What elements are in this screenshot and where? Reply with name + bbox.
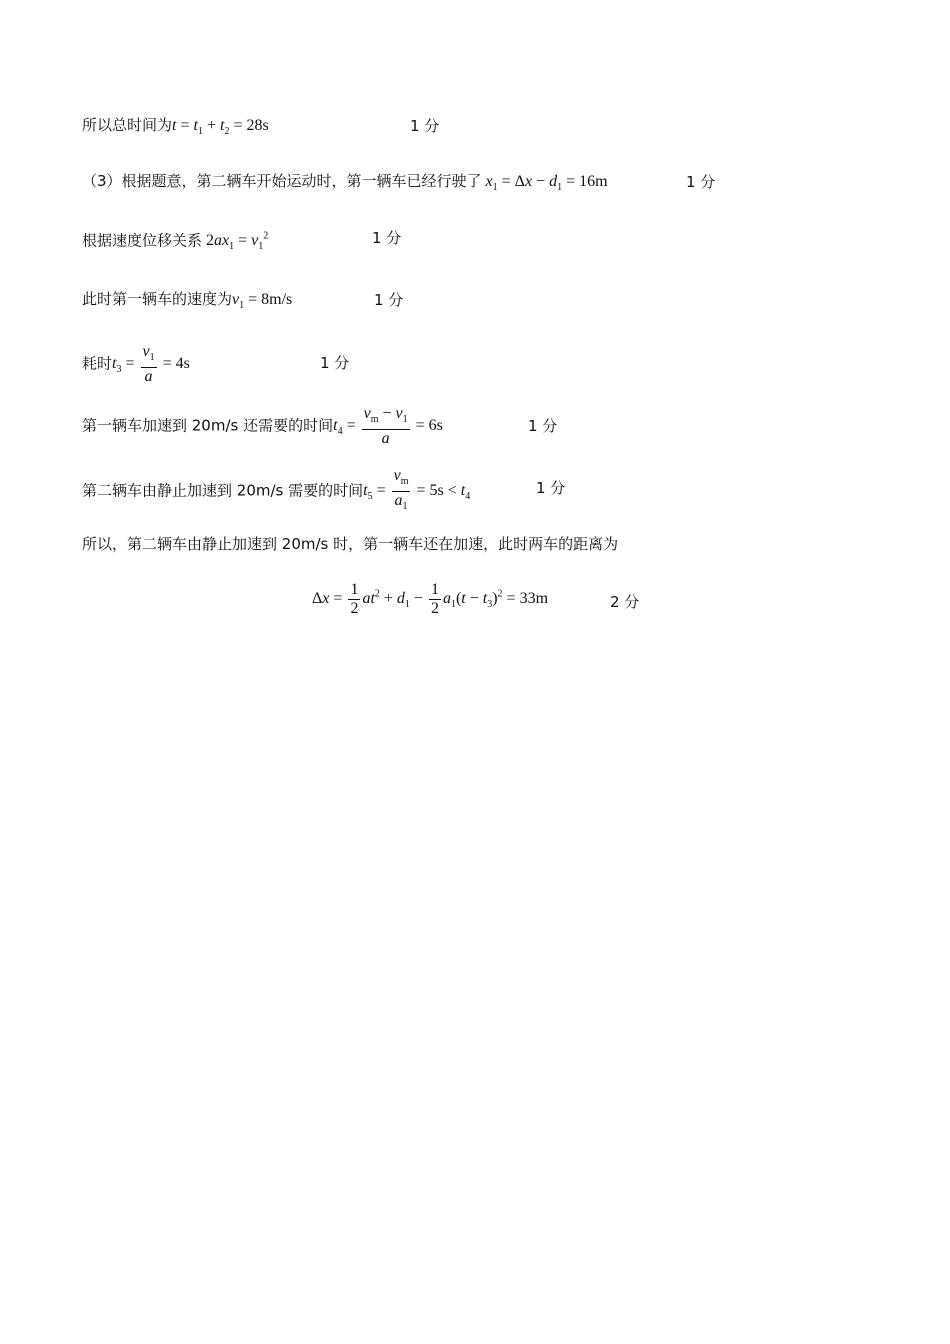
score-5: 1 分 [320, 354, 350, 372]
part3-line [82, 171, 608, 198]
conclusion-text: 所以，第二辆车由静止加速到 20m/s 时，第一辆车还在加速，此时两车的距离为 [82, 535, 619, 553]
score-3: 1 分 [372, 229, 402, 247]
velocity-relation-text: 根据速度位移关系 [82, 231, 203, 250]
time-t4-line [82, 405, 443, 448]
time-t4-formula: $t_4$ = $\frac{v_m - v_1}{a}$ = 6s [333, 405, 443, 448]
score-7: 1 分 [536, 479, 566, 497]
first-car-speed-text: 此时第一辆车的速度为 [82, 290, 233, 308]
total-time-text: 所以总时间为 [82, 116, 173, 134]
time-t3-line [82, 343, 190, 386]
time-t5-formula: $t_5$ = $\frac{v_m}{a_1}$ = $5s < t_4$ [363, 467, 471, 513]
score-9: 2 分 [610, 593, 640, 611]
score-2: 1 分 [686, 173, 716, 191]
total-time-formula: $t = t_1 + t_2 = 28s$ [172, 117, 269, 138]
part3-formula: $x_1 = \Delta x - d_1 = 16m$ [485, 173, 608, 194]
velocity-relation-formula: $2ax_1 = v_1^2$ [202, 231, 269, 253]
velocity-relation-line [82, 227, 268, 258]
distance-formula: Δx = $\frac{1}{2}$ $at^2 + d_1$ − $\frac{1}{2}$ $a_1(t - t_3)^2 = 33m$ [312, 581, 549, 617]
conclusion-line [82, 534, 618, 554]
part3-text: （3）根据题意，第二辆车开始运动时，第一辆车已经行驶了 [82, 172, 482, 190]
score-4: 1 分 [374, 291, 404, 309]
first-car-speed-formula: $v_1 = 8m/s$ [232, 291, 293, 312]
time-t3-formula: $t_3$ = $\frac{v_1}{a}$ = 4s [112, 343, 190, 386]
score-1: 1 分 [410, 117, 440, 135]
first-car-speed-line [82, 289, 292, 316]
time-t5-line [82, 467, 470, 516]
time-t3-text: 耗时 [82, 354, 113, 373]
score-6: 1 分 [528, 417, 558, 435]
time-t4-text: 第一辆车加速到 20m/s 还需要的时间 [82, 416, 334, 435]
time-t5-text: 第二辆车由静止加速到 20m/s 需要的时间 [82, 481, 364, 500]
total-time-line [82, 115, 269, 142]
distance-formula-line [312, 581, 548, 618]
